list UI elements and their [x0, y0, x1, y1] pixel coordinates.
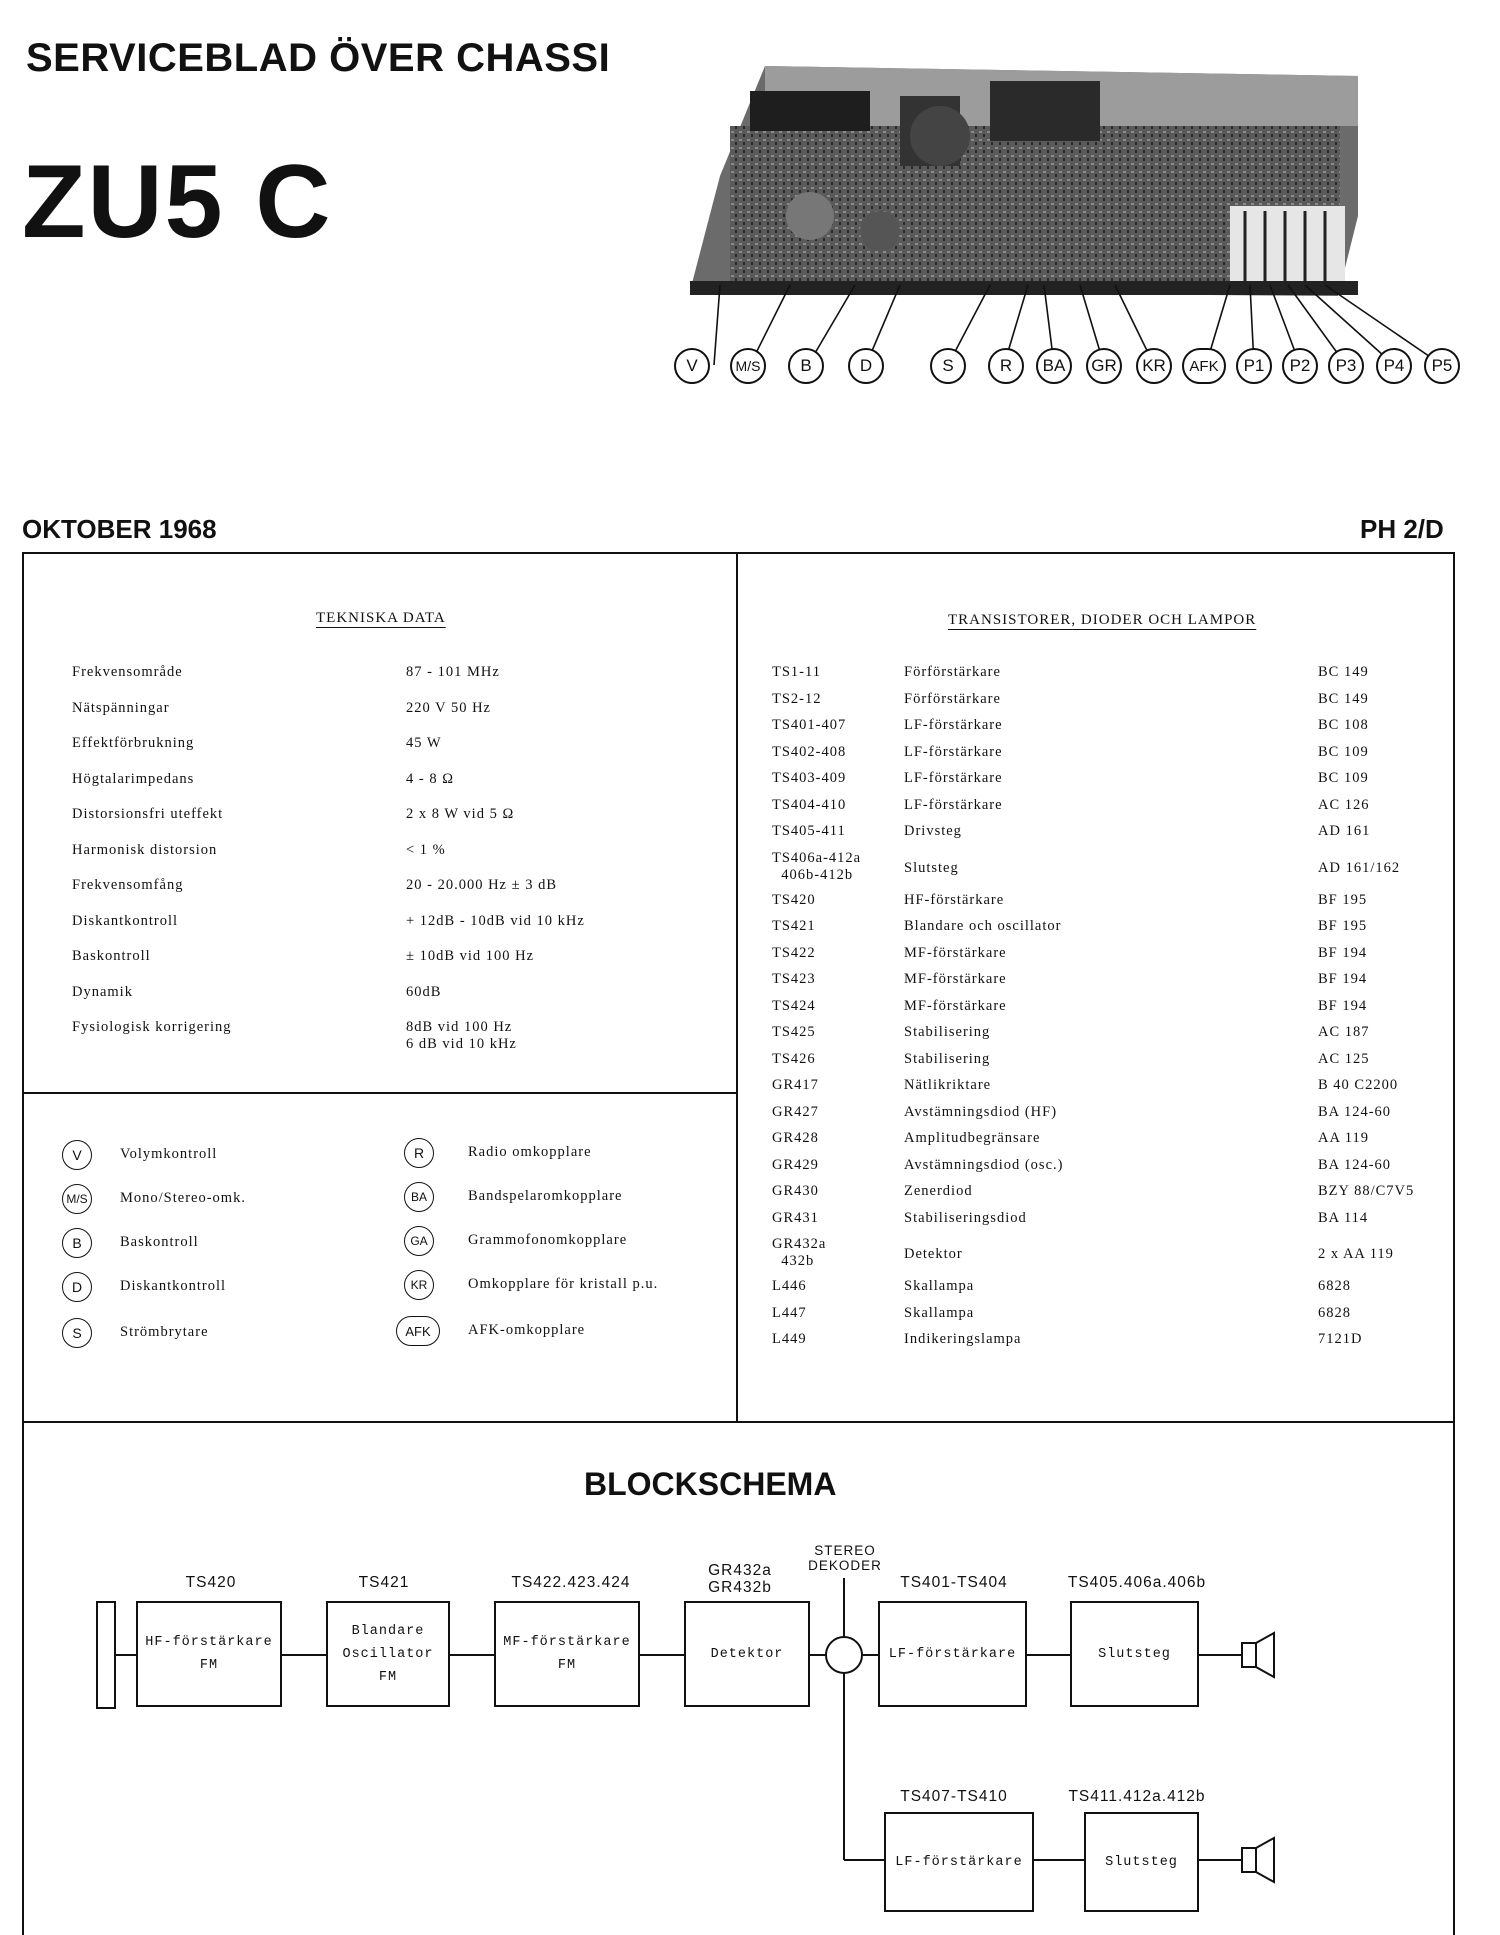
component-type: BF 194 — [1318, 997, 1368, 1014]
component-ref: GR429 — [772, 1156, 819, 1173]
component-type: BA 124-60 — [1318, 1156, 1392, 1173]
issue-date: OKTOBER 1968 — [22, 514, 217, 544]
component-function: Förförstärkare — [904, 690, 1001, 707]
block-detector: Detektor — [684, 1601, 810, 1707]
tech-value: 20 - 20.000 Hz ± 3 dB — [406, 877, 557, 893]
block-if-amplifier: MF-förstärkare FM — [494, 1601, 640, 1707]
block-lf-amplifier-1: LF-förstärkare — [878, 1601, 1027, 1707]
legend-symbol: M/S — [62, 1184, 92, 1214]
block-title: TS421 — [358, 1574, 410, 1591]
tech-label: Högtalarimpedans — [72, 771, 195, 787]
tech-value: 4 - 8 Ω — [406, 771, 454, 787]
legend-symbol: KR — [404, 1270, 434, 1300]
callout-gr: GR — [1086, 348, 1122, 384]
callout-afk: AFK — [1182, 348, 1226, 384]
component-ref: TS426 — [772, 1050, 816, 1067]
component-type: AC 125 — [1318, 1050, 1370, 1067]
legend-symbol: B — [62, 1228, 92, 1258]
component-function: HF-förstärkare — [904, 891, 1005, 908]
component-type: AC 126 — [1318, 796, 1370, 813]
legend-label: Grammofonomkopplare — [468, 1232, 628, 1248]
component-ref: TS425 — [772, 1024, 816, 1040]
document-title: SERVICEBLAD ÖVER CHASSI — [26, 36, 611, 80]
component-function: LF-förstärkare — [904, 743, 1003, 760]
component-ref: L446 — [772, 1278, 807, 1294]
legend-label: AFK-omkopplare — [468, 1322, 586, 1338]
legend-label: Baskontroll — [120, 1234, 199, 1250]
component-function: Avstämningsdiod (osc.) — [904, 1156, 1064, 1173]
block-diagram-heading: BLOCKSCHEMA — [584, 1466, 837, 1502]
legend-label: Volymkontroll — [120, 1146, 218, 1162]
component-ref: GR428 — [772, 1130, 819, 1146]
block-title: TS401-TS404 — [900, 1574, 1008, 1591]
component-type: 2 x AA 119 — [1318, 1246, 1394, 1262]
component-function: Blandare och oscillator — [904, 918, 1062, 934]
component-type: AD 161 — [1318, 823, 1371, 839]
tech-label: Effektförbrukning — [72, 735, 195, 751]
component-function: LF-förstärkare — [904, 717, 1003, 733]
component-ref: GR427 — [772, 1103, 819, 1120]
tech-heading: TEKNISKA DATA — [316, 610, 446, 626]
block-lf-amplifier-2: LF-förstärkare — [884, 1812, 1034, 1912]
component-type: BZY 88/C7V5 — [1318, 1183, 1415, 1199]
legend-label: Omkopplare för kristall p.u. — [468, 1276, 659, 1292]
block-output-stage-2: Slutsteg — [1084, 1812, 1199, 1912]
component-function: Slutsteg — [904, 859, 959, 876]
component-ref: TS404-410 — [772, 796, 847, 813]
component-ref: GR417 — [772, 1077, 819, 1093]
tech-label: Baskontroll — [72, 948, 151, 964]
component-type: 7121D — [1318, 1331, 1363, 1347]
legend-symbol: GA — [404, 1226, 434, 1256]
component-function: Stabilisering — [904, 1050, 991, 1067]
component-function: Zenerdiod — [904, 1183, 973, 1199]
component-ref: GR432a 432b — [772, 1236, 827, 1269]
document-code: PH 2/D — [1360, 514, 1444, 544]
component-function: Indikeringslampa — [904, 1331, 1022, 1347]
component-function: MF-förstärkare — [904, 971, 1007, 987]
callout-ba: BA — [1036, 348, 1072, 384]
callout-p2: P2 — [1282, 348, 1318, 384]
callout-v: V — [674, 348, 710, 384]
legend-label: Strömbrytare — [120, 1324, 209, 1340]
callout-d: D — [848, 348, 884, 384]
tech-value: 60dB — [406, 984, 442, 1000]
tech-value: 45 W — [406, 735, 442, 751]
component-type: BC 149 — [1318, 690, 1369, 707]
block-title: TS422.423.424 — [511, 1574, 631, 1591]
callout-kr: KR — [1136, 348, 1172, 384]
legend-symbol: AFK — [396, 1316, 440, 1346]
component-type: BC 109 — [1318, 743, 1369, 760]
component-ref: GR430 — [772, 1183, 819, 1199]
component-ref: TS420 — [772, 891, 816, 908]
component-function: Detektor — [904, 1246, 963, 1262]
component-ref: TS422 — [772, 944, 816, 961]
component-type: 6828 — [1318, 1304, 1351, 1321]
tech-value: 87 - 101 MHz — [406, 664, 500, 680]
component-type: BC 149 — [1318, 664, 1369, 680]
callout-s: S — [930, 348, 966, 384]
component-function: Skallampa — [904, 1304, 975, 1321]
tech-label: Distorsionsfri uteffekt — [72, 806, 224, 822]
tech-value: + 12dB - 10dB vid 10 kHz — [406, 913, 585, 929]
block-output-stage-1: Slutsteg — [1070, 1601, 1199, 1707]
component-type: AC 187 — [1318, 1024, 1370, 1040]
legend-label: Radio omkopplare — [468, 1144, 592, 1160]
component-type: BA 114 — [1318, 1209, 1369, 1226]
block-title: TS411.412a.412b — [1068, 1788, 1206, 1805]
callout-p5: P5 — [1424, 348, 1460, 384]
block-title: TS405.406a.406b — [1067, 1574, 1207, 1591]
component-type: BF 194 — [1318, 944, 1368, 961]
component-function: LF-förstärkare — [904, 770, 1003, 786]
component-ref: TS423 — [772, 971, 816, 987]
component-function: LF-förstärkare — [904, 796, 1003, 813]
tech-label: Harmonisk distorsion — [72, 842, 218, 858]
component-type: BF 194 — [1318, 971, 1368, 987]
component-ref: TS2-12 — [772, 690, 822, 707]
component-function: Stabiliseringsdiod — [904, 1209, 1027, 1226]
component-ref: TS1-11 — [772, 664, 821, 680]
component-type: B 40 C2200 — [1318, 1077, 1399, 1093]
callout-ms: M/S — [730, 348, 766, 384]
component-function: Stabilisering — [904, 1024, 991, 1040]
component-type: AA 119 — [1318, 1130, 1369, 1146]
component-ref: L449 — [772, 1331, 807, 1347]
component-ref: TS406a-412a 406b-412b — [772, 849, 862, 883]
stereo-decoder-label: STEREO DEKODER — [808, 1543, 882, 1573]
callout-p1: P1 — [1236, 348, 1272, 384]
legend-symbol: BA — [404, 1182, 434, 1212]
legend-symbol: S — [62, 1318, 92, 1348]
component-function: Förförstärkare — [904, 664, 1001, 680]
tech-label: Dynamik — [72, 984, 133, 1000]
block-mixer-oscillator: Blandare Oscillator FM — [326, 1601, 450, 1707]
component-ref: L447 — [772, 1304, 807, 1321]
component-ref: GR431 — [772, 1209, 819, 1226]
block-title: TS407-TS410 — [900, 1788, 1008, 1805]
callout-p4: P4 — [1376, 348, 1412, 384]
component-ref: TS421 — [772, 918, 816, 934]
tech-value: ± 10dB vid 100 Hz — [406, 948, 535, 964]
component-ref: TS403-409 — [772, 770, 847, 786]
component-type: BC 108 — [1318, 717, 1369, 733]
legend-symbol: D — [62, 1272, 92, 1302]
callout-p3: P3 — [1328, 348, 1364, 384]
model-name: ZU5 C — [22, 144, 333, 260]
tech-label: Diskantkontroll — [72, 913, 179, 929]
component-function: MF-förstärkare — [904, 944, 1007, 961]
component-function: Avstämningsdiod (HF) — [904, 1103, 1058, 1120]
components-heading: TRANSISTORER, DIODER OCH LAMPOR — [948, 612, 1257, 628]
tech-value: 220 V 50 Hz — [406, 700, 491, 716]
legend-label: Bandspelaromkopplare — [468, 1188, 623, 1204]
tech-label: Frekvensomfång — [72, 877, 184, 893]
component-ref: TS402-408 — [772, 743, 847, 760]
block-title: TS420 — [185, 1574, 237, 1591]
component-type: AD 161/162 — [1318, 859, 1401, 876]
component-type: BF 195 — [1318, 891, 1368, 908]
component-function: Skallampa — [904, 1278, 975, 1294]
block-title: GR432a GR432b — [708, 1562, 772, 1596]
component-type: 6828 — [1318, 1278, 1351, 1294]
component-type: BF 195 — [1318, 918, 1368, 934]
component-function: MF-förstärkare — [904, 997, 1007, 1014]
component-function: Nätlikriktare — [904, 1077, 992, 1093]
legend-label: Diskantkontroll — [120, 1278, 227, 1294]
callout-b: B — [788, 348, 824, 384]
callout-r: R — [988, 348, 1024, 384]
component-function: Drivsteg — [904, 823, 962, 839]
tech-value: 8dB vid 100 Hz 6 dB vid 10 kHz — [406, 1019, 517, 1052]
tech-label: Nätspänningar — [72, 700, 170, 716]
block-hf-amplifier: HF-förstärkare FM — [136, 1601, 282, 1707]
component-ref: TS424 — [772, 997, 816, 1014]
component-function: Amplitudbegränsare — [904, 1130, 1041, 1146]
legend-symbol: R — [404, 1138, 434, 1168]
component-type: BA 124-60 — [1318, 1103, 1392, 1120]
tech-value: < 1 % — [406, 842, 446, 858]
tech-value: 2 x 8 W vid 5 Ω — [406, 806, 515, 822]
legend-symbol: V — [62, 1140, 92, 1170]
component-ref: TS401-407 — [772, 717, 847, 733]
tech-label: Frekvensområde — [72, 664, 183, 680]
component-ref: TS405-411 — [772, 823, 846, 839]
legend-label: Mono/Stereo-omk. — [120, 1190, 246, 1206]
tech-label: Fysiologisk korrigering — [72, 1019, 232, 1035]
component-type: BC 109 — [1318, 770, 1369, 786]
